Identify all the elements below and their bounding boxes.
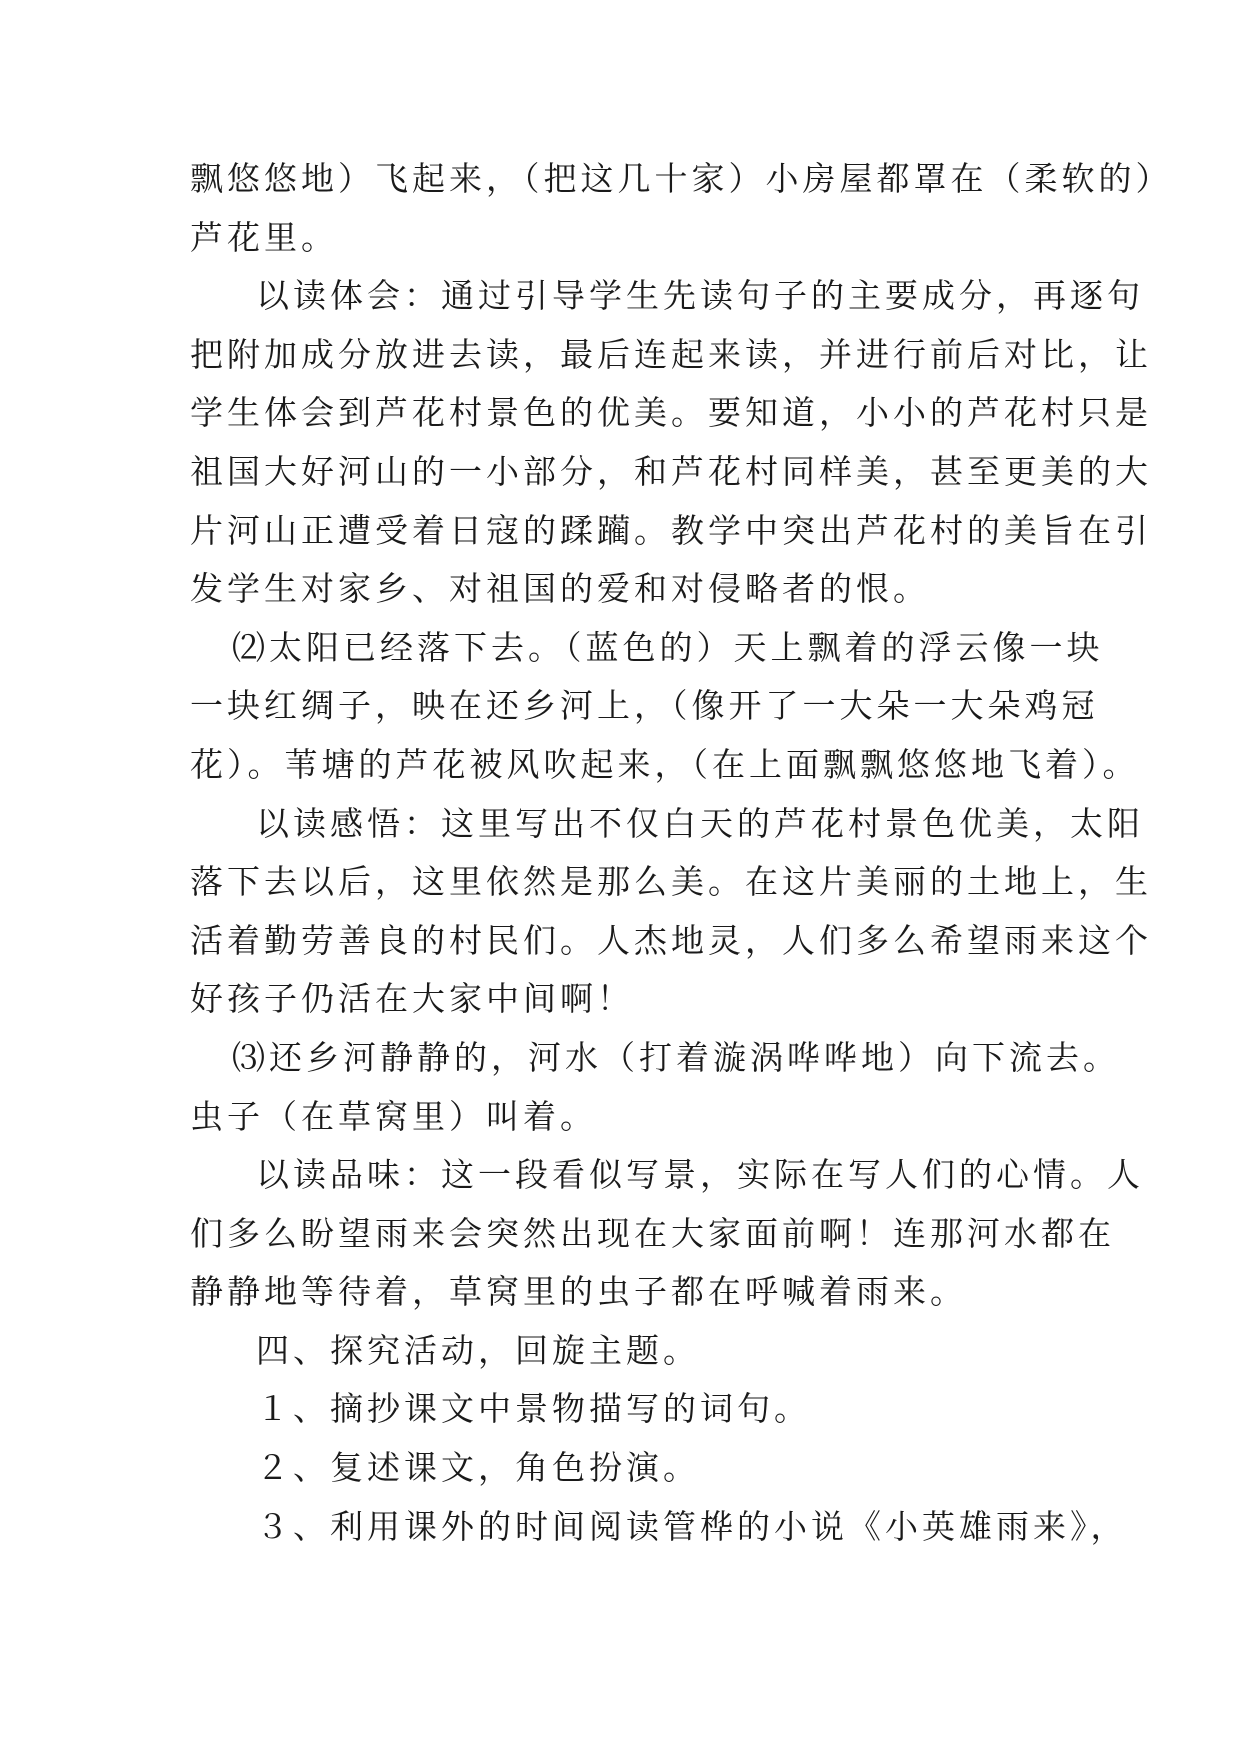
text-line-5: 学生体会到芦花村景色的优美。要知道，小小的芦花村只是 [190, 393, 1152, 433]
text-line-22: １、摘抄课文中景物描写的词句。 [256, 1389, 811, 1429]
text-line-23: ２、复述课文，角色扮演。 [256, 1448, 700, 1488]
text-line-13: 落下去以后，这里依然是那么美。在这片美丽的土地上，生 [190, 862, 1152, 902]
text-line-6: 祖国大好河山的一小部分，和芦花村同样美，甚至更美的大 [190, 451, 1152, 491]
text-line-1: 飘悠悠地）飞起来，（把这几十家）小房屋都罩在（柔软的） [190, 159, 1173, 198]
text-line-24: ３、利用课外的时间阅读管桦的小说《小英雄雨来》， [256, 1506, 1128, 1546]
text-line-19: 们多么盼望雨来会突然出现在大家面前啊！连那河水都在 [190, 1213, 1115, 1253]
text-line-14: 活着勤劳善良的村民们。人杰地灵，人们多么希望雨来这个 [190, 920, 1152, 960]
text-line-4: 把附加成分放进去读，最后连起来读，并进行前后对比，让 [190, 334, 1152, 374]
text-line-9: ⑵太阳已经落下去。（蓝色的）天上飘着的浮云像一块 [232, 627, 1104, 667]
text-line-11: 花）。苇塘的芦花被风吹起来，（在上面飘飘悠悠地飞着）。 [190, 744, 1140, 784]
text-line-21: 四、探究活动，回旋主题。 [256, 1330, 700, 1370]
text-line-2: 芦花里。 [190, 217, 338, 257]
text-line-20: 静静地等待着，草窝里的虫子都在呼喊着雨来。 [190, 1272, 967, 1312]
text-line-12: 以读感悟：这里写出不仅白天的芦花村景色优美，太阳 [256, 803, 1144, 843]
text-line-3: 以读体会：通过引导学生先读句子的主要成分，再逐句 [256, 276, 1144, 316]
text-line-8: 发学生对家乡、对祖国的爱和对侵略者的恨。 [190, 569, 930, 609]
text-line-18: 以读品味：这一段看似写景，实际在写人们的心情。人 [256, 1155, 1144, 1195]
text-line-15: 好孩子仍活在大家中间啊！ [190, 979, 634, 1019]
text-line-16: ⑶还乡河静静的，河水（打着漩涡哗哗地）向下流去。 [232, 1037, 1120, 1077]
document-body [190, 150, 1173, 1556]
text-line-7: 片河山正遭受着日寇的蹂躏。教学中突出芦花村的美旨在引 [190, 510, 1152, 550]
text-line-17: 虫子（在草窝里）叫着。 [190, 1096, 597, 1136]
text-line-10: 一块红绸子，映在还乡河上，（像开了一大朵一大朵鸡冠 [190, 686, 1099, 726]
